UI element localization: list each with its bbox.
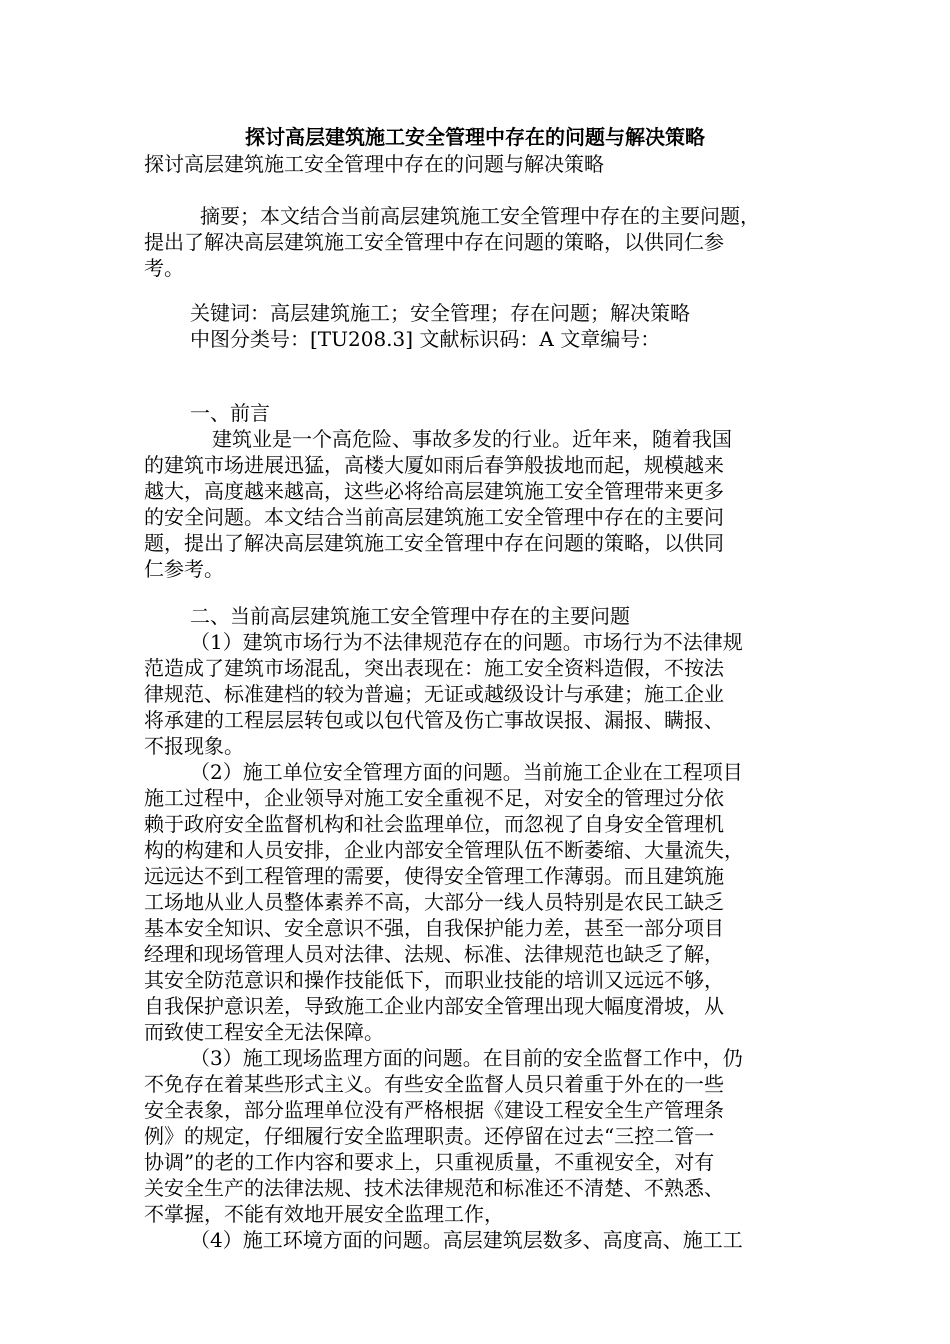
paragraph-line: 将承建的工程层层转包或以包代管及伤亡事故误报、漏报、瞒报、 <box>144 708 724 732</box>
paragraph-line: 建筑业是一个高危险、事故多发的行业。近年来，随着我国 <box>212 427 732 451</box>
abstract-line: 摘要；本文结合当前高层建筑施工安全管理中存在的主要问题， <box>200 204 760 228</box>
document-title: 探讨高层建筑施工安全管理中存在的问题与解决策略 <box>245 125 705 149</box>
section-heading: 一、前言 <box>190 401 270 425</box>
paragraph-line: 律规范、标准建档的较为普遍；无证或越级设计与承建；施工企业 <box>144 682 724 706</box>
paragraph-line: （1）建筑市场行为不法律规范存在的问题。市场行为不法律规 <box>190 630 743 654</box>
paragraph-line: 仁参考。 <box>144 557 224 581</box>
paragraph-line: 不掌握，不能有效地开展安全监理工作， <box>144 1202 504 1226</box>
paragraph-line: 不报现象。 <box>144 734 244 758</box>
paragraph-line: 例》的规定，仔细履行安全监理职责。还停留在过去“三控二管一 <box>144 1124 715 1148</box>
paragraph-line: 协调”的老的工作内容和要求上，只重视质量，不重视安全，对有 <box>144 1150 715 1174</box>
section-heading: 二、当前高层建筑施工安全管理中存在的主要问题 <box>190 604 630 628</box>
paragraph-line: 基本安全知识、安全意识不强，自我保护能力差，甚至一部分项目 <box>144 916 724 940</box>
paragraph-line: 题，提出了解决高层建筑施工安全管理中存在问题的策略，以供同 <box>144 531 724 555</box>
paragraph-line: 的建筑市场进展迅猛，高楼大厦如雨后春笋般拔地而起，规模越来 <box>144 453 724 477</box>
paragraph-line: 赖于政府安全监督机构和社会监理单位，而忽视了自身安全管理机 <box>144 812 724 836</box>
paragraph-line: （2）施工单位安全管理方面的问题。当前施工企业在工程项目 <box>190 760 743 784</box>
paragraph-line: 工场地从业人员整体素养不高，大部分一线人员特别是农民工缺乏 <box>144 890 724 914</box>
paragraph-line: 远远达不到工程管理的需要，使得安全管理工作薄弱。而且建筑施 <box>144 864 724 888</box>
paragraph-line: （4）施工环境方面的问题。高层建筑层数多、高度高、施工工 <box>190 1228 743 1252</box>
paragraph-line: 自我保护意识差，导致施工企业内部安全管理出现大幅度滑坡，从 <box>144 994 724 1018</box>
classification: 中图分类号：[TU208.3] 文献标识码：A 文章编号： <box>190 327 661 351</box>
paragraph-line: 安全表象，部分监理单位没有严格根据《建设工程安全生产管理条 <box>144 1098 724 1122</box>
paragraph-line: 经理和现场管理人员对法律、法规、标准、法律规范也缺乏了解， <box>144 942 724 966</box>
abstract-line: 考。 <box>144 256 184 280</box>
document-subtitle: 探讨高层建筑施工安全管理中存在的问题与解决策略 <box>144 152 604 176</box>
paragraph-line: 而致使工程安全无法保障。 <box>144 1020 384 1044</box>
paragraph-line: 范造成了建筑市场混乱，突出表现在：施工安全资料造假，不按法 <box>144 656 724 680</box>
paragraph-line: 其安全防范意识和操作技能低下，而职业技能的培训又远远不够， <box>144 968 724 992</box>
paragraph-line: 不免存在着某些形式主义。有些安全监督人员只着重于外在的一些 <box>144 1072 724 1096</box>
paragraph-line: 关安全生产的法律法规、技术法律规范和标准还不清楚、不熟悉、 <box>144 1176 724 1200</box>
paragraph-line: 施工过程中，企业领导对施工安全重视不足，对安全的管理过分依 <box>144 786 724 810</box>
paragraph-line: （3）施工现场监理方面的问题。在目前的安全监督工作中，仍 <box>190 1046 743 1070</box>
abstract-line: 提出了解决高层建筑施工安全管理中存在问题的策略，以供同仁参 <box>144 230 724 254</box>
paragraph-line: 越大，高度越来越高，这些必将给高层建筑施工安全管理带来更多 <box>144 479 724 503</box>
keywords: 关键词：高层建筑施工；安全管理；存在问题；解决策略 <box>190 301 690 325</box>
paragraph-line: 构的构建和人员安排，企业内部安全管理队伍不断萎缩、大量流失， <box>144 838 744 862</box>
paragraph-line: 的安全问题。本文结合当前高层建筑施工安全管理中存在的主要问 <box>144 505 724 529</box>
